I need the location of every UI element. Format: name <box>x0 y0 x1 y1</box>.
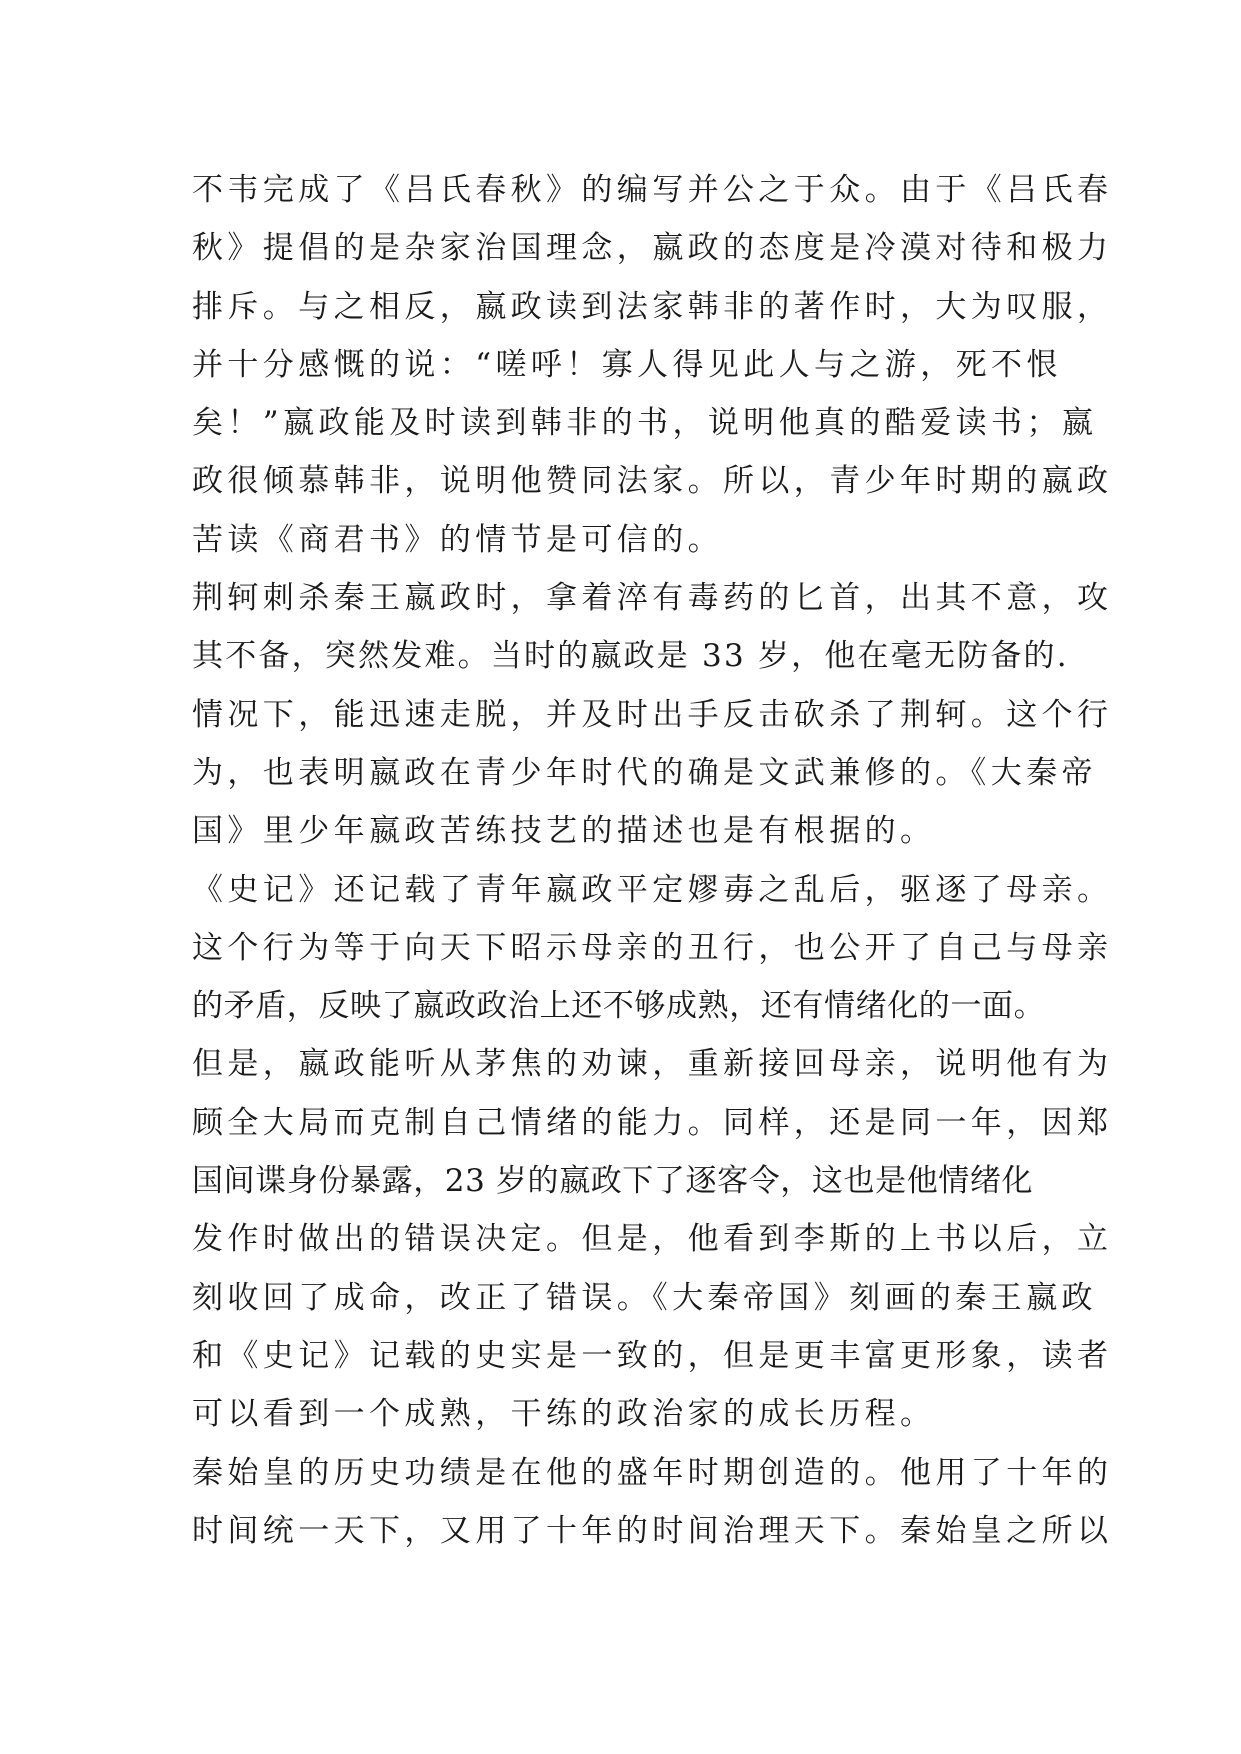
text-line: 但是，嬴政能听从茅焦的劝谏，重新接回母亲，说明他有为 <box>192 1046 1113 1083</box>
text-line: 其不备，突然发难。当时的嬴政是 33 岁，他在毫无防备的. <box>192 638 1069 675</box>
text-line: 排斥。与之相反，嬴政读到法家韩非的著作时，大为叹服， <box>192 288 1113 325</box>
text-line: 顾全大局而克制自己情绪的能力。同样，还是同一年，因郑 <box>192 1104 1113 1141</box>
text-line: 时间统一天下，又用了十年的时间治理天下。秦始皇之所以 <box>192 1512 1113 1549</box>
text-line: 国间谍身份暴露，23 岁的嬴政下了逐客令，这也是他情绪化 <box>192 1163 1034 1200</box>
text-line: 发作时做出的错误决定。但是，他看到李斯的上书以后，立 <box>192 1221 1113 1258</box>
text-line: 并十分感慨的说：“嗟呼！寡人得见此人与之游，死不恨 <box>192 346 1062 383</box>
text-line: 苦读《商君书》的情节是可信的。 <box>192 521 723 558</box>
text-line: 这个行为等于向天下昭示母亲的丑行，也公开了自己与母亲 <box>192 929 1113 966</box>
text-line: 可以看到一个成熟，干练的政治家的成长历程。 <box>192 1396 936 1433</box>
text-line: 秦始皇的历史功绩是在他的盛年时期创造的。他用了十年的 <box>192 1454 1113 1491</box>
text-line: 的矛盾，反映了嬴政政治上还不够成熟，还有情绪化的一面。 <box>192 988 1046 1025</box>
text-line: 国》里少年嬴政苦练技艺的描述也是有根据的。 <box>192 813 936 850</box>
text-line: 刻收回了成命，改正了错误。《大秦帝国》刻画的秦王嬴政 <box>192 1279 1097 1316</box>
text-line: 荆轲刺杀秦王嬴政时，拿着淬有毒药的匕首，出其不意，攻 <box>192 580 1113 617</box>
text-line: 不韦完成了《吕氏春秋》的编写并公之于众。由于《吕氏春 <box>192 172 1113 208</box>
text-line: 矣！”嬴政能及时读到韩非的书，说明他真的酷爱读书；嬴 <box>192 405 1098 442</box>
text-line: 和《史记》记载的史实是一致的，但是更丰富更形象，读者 <box>192 1337 1113 1374</box>
text-line: 为，也表明嬴政在青少年时代的确是文武兼修的。《大秦帝 <box>192 754 1097 791</box>
text-line: 《史记》还记载了青年嬴政平定嫪毐之乱后，驱逐了母亲。 <box>192 871 1113 908</box>
body-text <box>192 161 1113 1560</box>
text-line: 情况下，能迅速走脱，并及时出手反击砍杀了荆轲。这个行 <box>192 696 1113 733</box>
text-line: 秋》提倡的是杂家治国理念，嬴政的态度是冷漠对待和极力 <box>192 230 1113 267</box>
text-line: 政很倾慕韩非，说明他赞同法家。所以，青少年时期的嬴政 <box>192 463 1113 500</box>
